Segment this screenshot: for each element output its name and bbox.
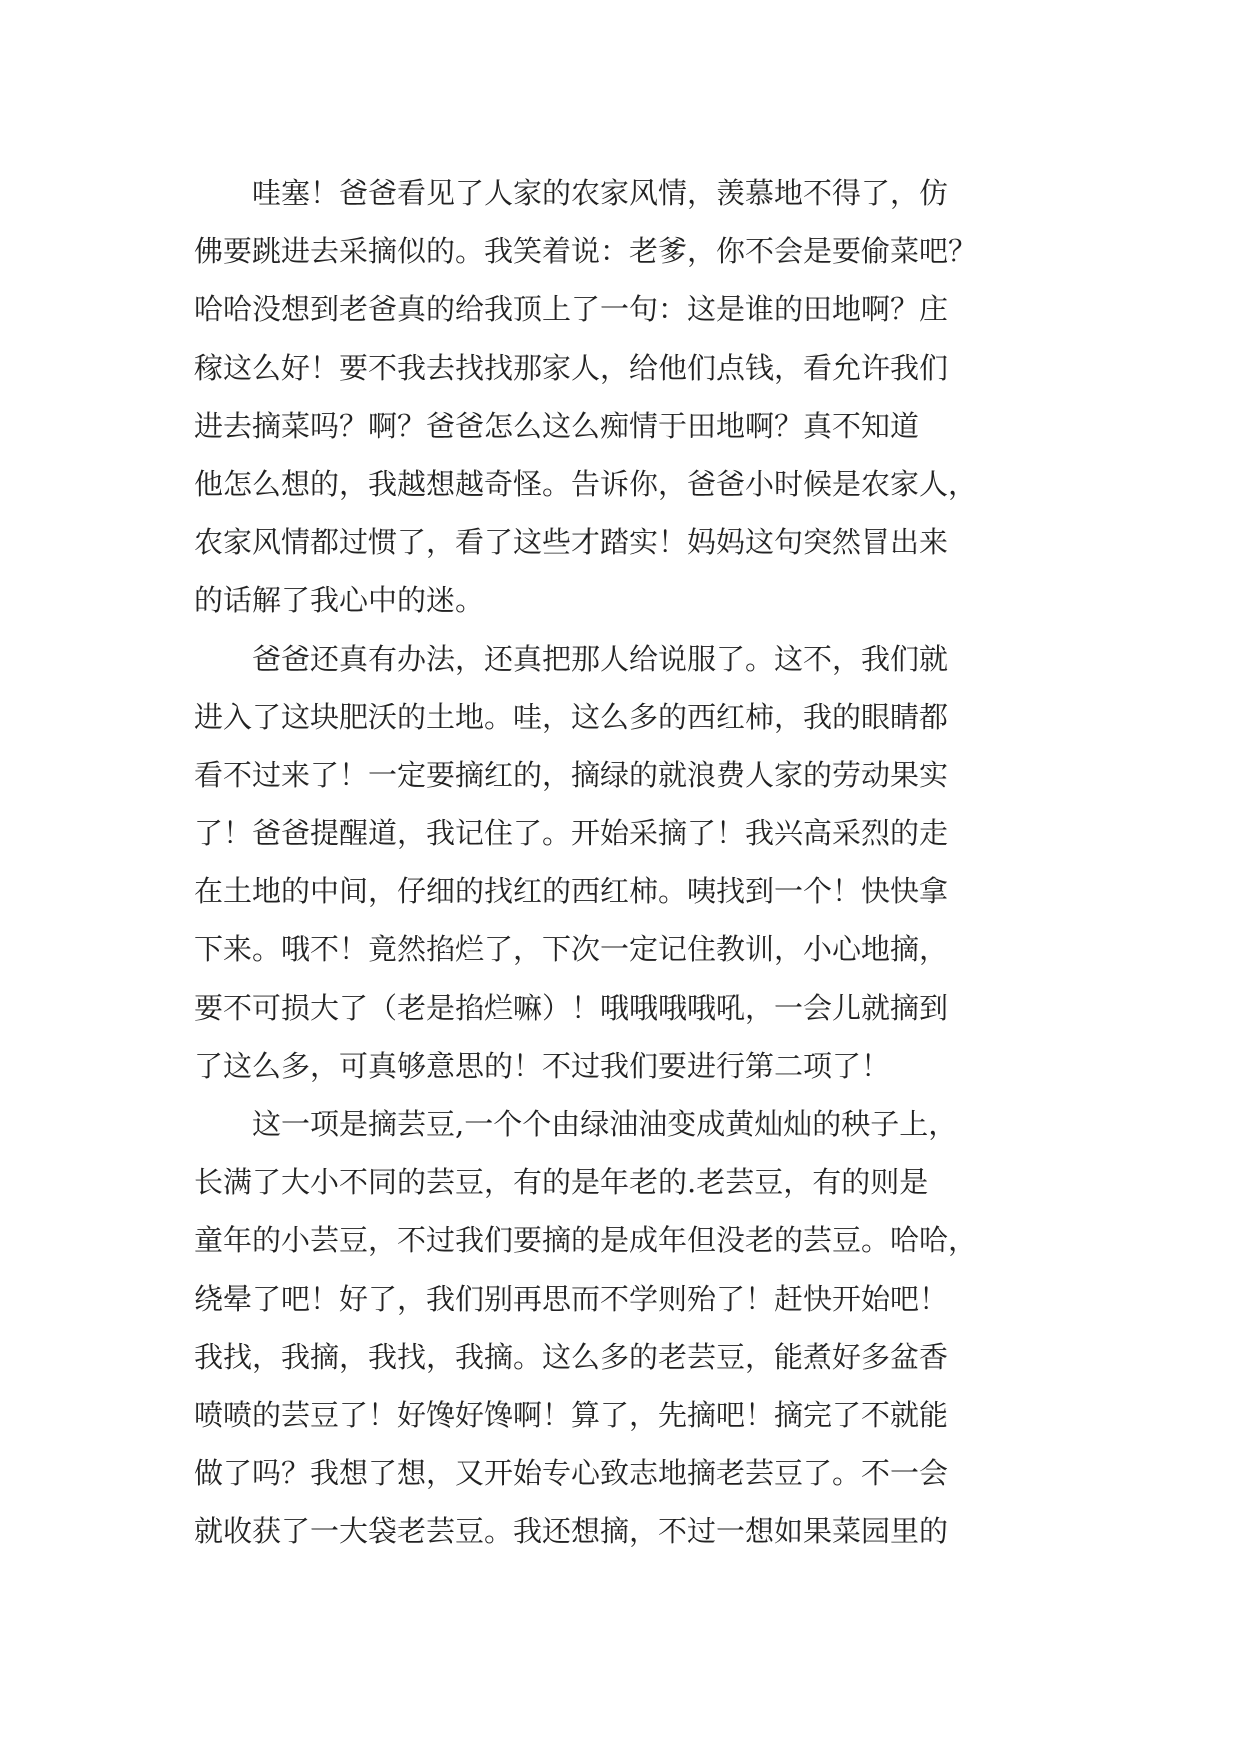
text-line: 爸爸还真有办法，还真把那人给说服了。这不，我们就 bbox=[194, 641, 949, 676]
text-line: 童年的小芸豆，不过我们要摘的是成年但没老的芸豆。哈哈， bbox=[194, 1223, 978, 1258]
text-line: 哇塞！爸爸看见了人家的农家风情，羡慕地不得了，仿 bbox=[194, 176, 949, 210]
text-line: 农家风情都过惯了，看了这些才踏实！妈妈这句突然冒出来 bbox=[194, 525, 949, 560]
text-line: 要不可损大了（老是掐烂嘛）！哦哦哦哦吼，一会儿就摘到 bbox=[194, 990, 949, 1025]
text-line: 佛要跳进去采摘似的。我笑着说：老爹，你不会是要偷菜吧？ bbox=[194, 234, 978, 269]
text-line: 了！爸爸提醒道，我记住了。开始采摘了！我兴高采烈的走 bbox=[194, 816, 949, 851]
text-line: 进去摘菜吗？啊？爸爸怎么这么痴情于田地啊？真不知道 bbox=[194, 408, 920, 443]
text-line: 下来。哦不！竟然掐烂了，下次一定记住教训，小心地摘， bbox=[194, 932, 949, 967]
text-line: 他怎么想的，我越想越奇怪。告诉你，爸爸小时候是农家人， bbox=[194, 466, 978, 501]
text-line: 绕晕了吧！好了，我们别再思而不学则殆了！赶快开始吧！ bbox=[194, 1281, 949, 1316]
text-line: 我找，我摘，我找，我摘。这么多的老芸豆，能煮好多盆香 bbox=[194, 1339, 949, 1374]
text-line: 了这么多，可真够意思的！不过我们要进行第二项了！ bbox=[194, 1048, 891, 1083]
text-line: 进入了这块肥沃的土地。哇，这么多的西红柿，我的眼睛都 bbox=[194, 699, 949, 734]
text-line: 哈哈没想到老爸真的给我顶上了一句：这是谁的田地啊？庄 bbox=[194, 292, 949, 327]
body-text bbox=[194, 164, 1054, 1561]
text-line: 做了吗？我想了想，又开始专心致志地摘老芸豆了。不一会 bbox=[194, 1456, 949, 1491]
text-line: 看不过来了！一定要摘红的，摘绿的就浪费人家的劳动果实 bbox=[194, 757, 949, 792]
text-line: 喷喷的芸豆了！好馋好馋啊！算了，先摘吧！摘完了不就能 bbox=[194, 1397, 949, 1432]
text-line: 就收获了一大袋老芸豆。我还想摘，不过一想如果菜园里的 bbox=[194, 1514, 949, 1549]
text-line: 稼这么好！要不我去找找那家人，给他们点钱，看允许我们 bbox=[194, 350, 949, 385]
text-line: 的话解了我心中的迷。 bbox=[194, 583, 485, 618]
text-line: 这一项是摘芸豆,一个个由绿油油变成黄灿灿的秧子上， bbox=[194, 1107, 958, 1141]
text-line: 在土地的中间，仔细的找红的西红柿。咦找到一个！快快拿 bbox=[194, 874, 949, 909]
text-line: 长满了大小不同的芸豆，有的是年老的.老芸豆，有的则是 bbox=[194, 1165, 929, 1200]
